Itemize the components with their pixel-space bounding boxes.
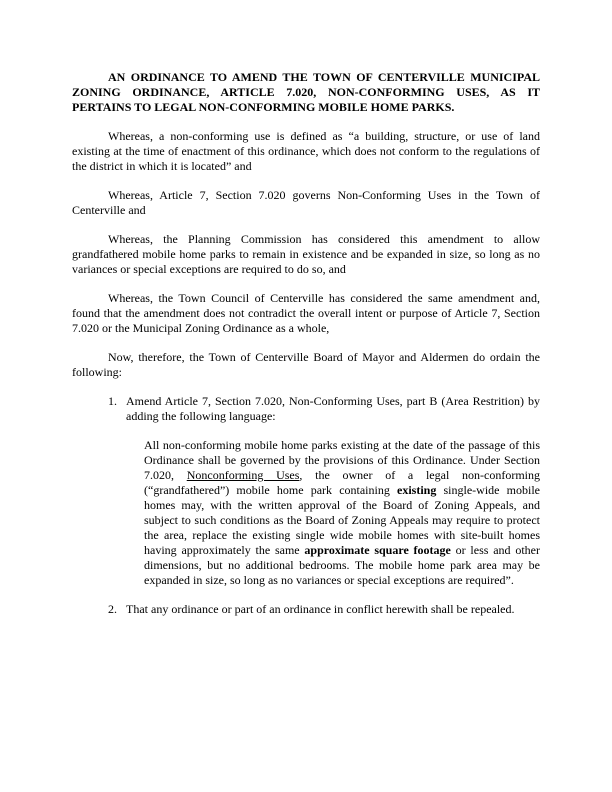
document-page bbox=[72, 70, 540, 631]
list-item-text: That any ordinance or part of an ordinance in conflict herewith shall be repealed. bbox=[126, 602, 515, 616]
whereas-paragraph-3: Whereas, the Planning Commission has considered this amendment to allow grandfathered mobile home parks to remain in existence and be expanded in size, so long as no variances or special exceptions are required to do so, and bbox=[72, 232, 540, 276]
underlined-term: Nonconforming Uses bbox=[186, 468, 300, 482]
list-item-1 bbox=[72, 394, 540, 588]
quote-text: All non-conforming mobile home parks existing at the date of the passage of this Ordinance shall be governed by the provisions of this Ordinance. Under Section 7.020, bbox=[144, 438, 540, 482]
bold-term: existing bbox=[397, 483, 437, 497]
list-item-2 bbox=[72, 602, 540, 617]
list-number: 2. bbox=[108, 602, 117, 616]
whereas-paragraph-4: Whereas, the Town Council of Centerville has considered the same amendment and, found that the amendment does not contradict the overall intent or purpose of Article 7, Section 7.020 or the Municipal Zoning Ordinance as a whole, bbox=[72, 291, 540, 335]
whereas-paragraph-1: Whereas, a non-conforming use is defined as “a building, structure, or use of land existing at the time of enactment of this ordinance, which does not conform to the regulations of the district in which it is located” and bbox=[72, 129, 540, 173]
bold-term: approximate square footage bbox=[304, 543, 451, 557]
quote-text: or less and other dimensions, but no additional bedrooms. The mobile home park area may be expanded in size, so long as no variances or special exceptions are required”. bbox=[144, 543, 540, 587]
list-item-text: Amend Article 7, Section 7.020, Non-Conforming Uses, part B (Area Restrition) by adding the following language: bbox=[126, 394, 540, 423]
list-number: 1. bbox=[108, 394, 117, 408]
ordinance-list bbox=[72, 394, 540, 617]
quote-text: single-wide mobile homes may, with the written approval of the Board of Zoning Appeals, and subject to such conditions as the Board of Zoning Appeals may require to protect the area, replace the existing single wide mobile homes with site-built homes having approximately the same bbox=[144, 483, 540, 557]
ordinance-title: AN ORDINANCE TO AMEND THE TOWN OF CENTERVILLE MUNICIPAL ZONING ORDINANCE, ARTICLE 7.020, NON-CONFORMING USES, AS IT PERTAINS TO LEGAL NON-CONFORMING MOBILE HOME PARKS. bbox=[72, 70, 540, 114]
quote-text: , the owner of a legal non-conforming (“grandfathered”) mobile home park containing bbox=[144, 468, 540, 497]
whereas-paragraph-2: Whereas, Article 7, Section 7.020 governs Non-Conforming Uses in the Town of Centerville and bbox=[72, 188, 540, 217]
amendment-language bbox=[144, 438, 540, 588]
ordain-paragraph: Now, therefore, the Town of Centerville Board of Mayor and Aldermen do ordain the following: bbox=[72, 350, 540, 379]
